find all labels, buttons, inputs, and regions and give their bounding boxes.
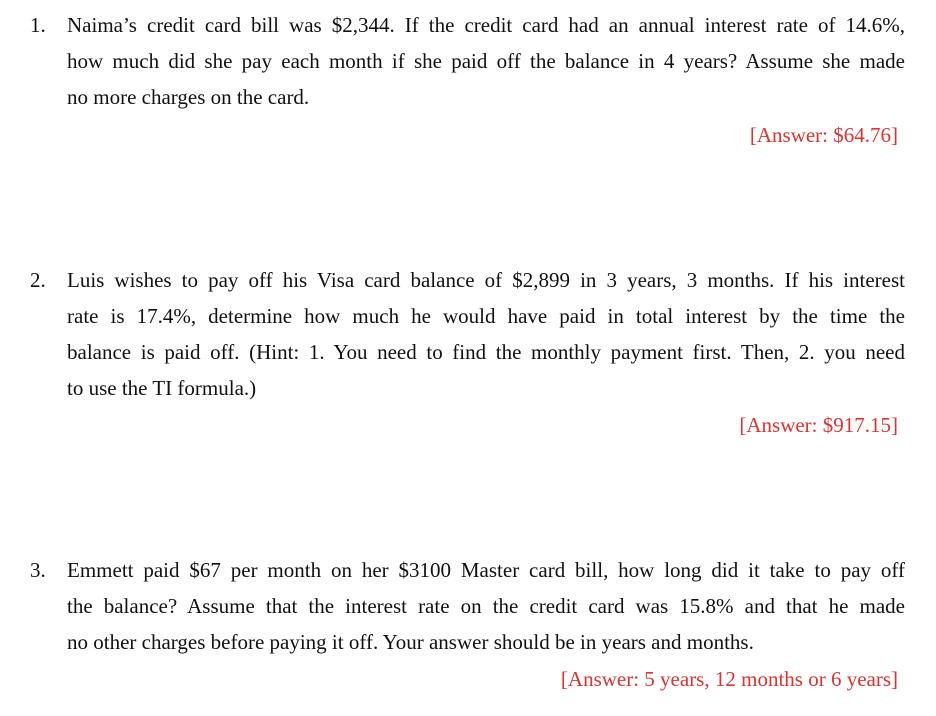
problem-line: how much did she pay each month if she paid off the balance in 4 years? Assume she made: [67, 49, 905, 73]
problem-text: [67, 262, 905, 406]
problem-line: the balance? Assume that the interest rate on the credit card was 15.8% and that he made: [67, 594, 905, 618]
problem-line: Emmett paid $67 per month on her $3100 Master card bill, how long did it take to pay off: [67, 558, 905, 582]
problem-line: to use the TI formula.): [67, 376, 257, 400]
problem-line: Luis wishes to pay off his Visa card balance of $2,899 in 3 years, 3 months. If his interest: [67, 268, 905, 292]
problem-line: no other charges before paying it off. Your answer should be in years and months.: [67, 630, 754, 654]
problem-line: rate is 17.4%, determine how much he would have paid in total interest by the time the: [67, 304, 905, 328]
problem-line: no more charges on the card.: [67, 85, 310, 109]
problem-number: 1.: [30, 13, 46, 37]
answer-text: [Answer: $64.76]: [749, 123, 898, 147]
problem-number: 3.: [30, 558, 46, 582]
problem-text: [67, 7, 905, 115]
problem-line: balance is paid off. (Hint: 1. You need to find the monthly payment first. Then, 2. you need: [67, 340, 905, 364]
problem-number: 2.: [30, 268, 46, 292]
problem-line: Naima’s credit card bill was $2,344. If the credit card had an annual interest rate of 14.6%,: [67, 13, 905, 37]
answer-text: [Answer: $917.15]: [739, 413, 898, 437]
answer-text: [Answer: 5 years, 12 months or 6 years]: [560, 667, 898, 691]
problem-text: [67, 552, 905, 660]
